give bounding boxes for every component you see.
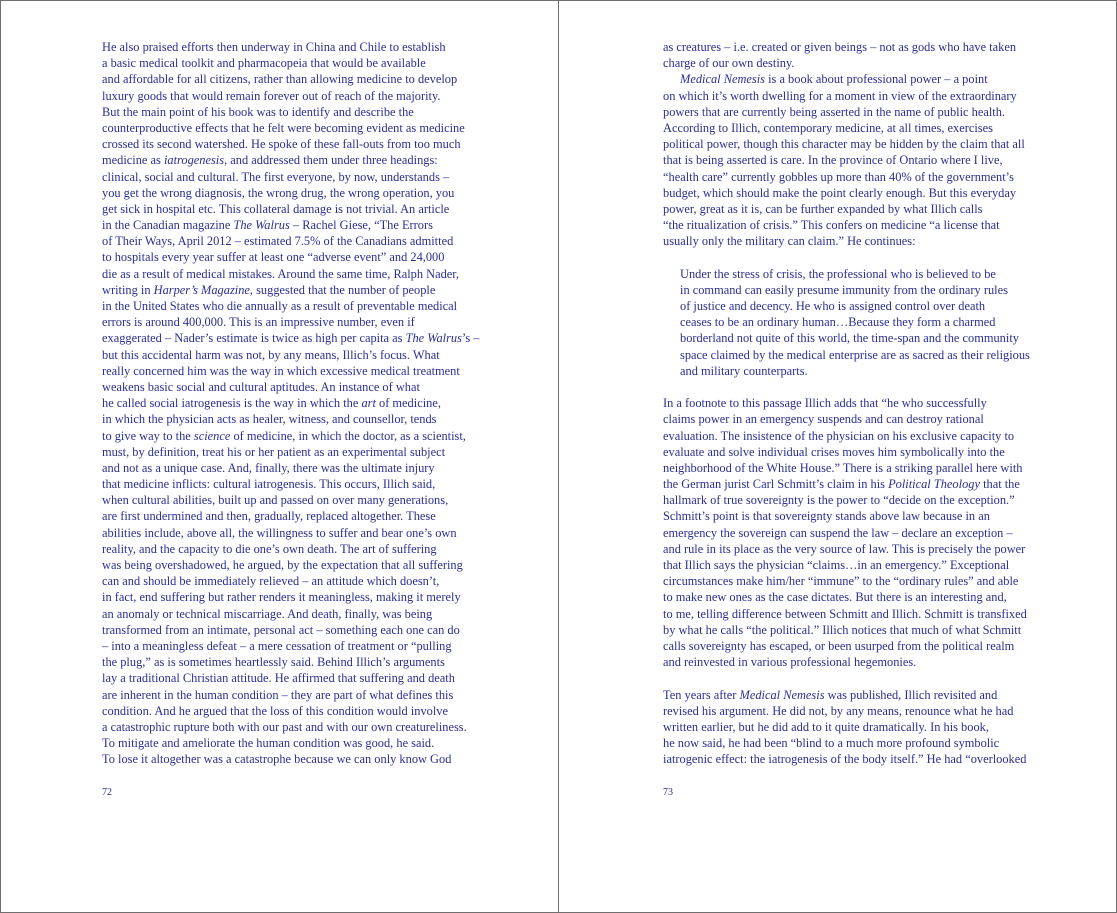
text-line: and not as a unique case. And, finally, there was the ultimate injury	[102, 460, 435, 475]
text-line: when cultural abilities, built up and passed on over many generations,	[102, 493, 449, 508]
text-line: in the United States who die annually as a result of preventable medical	[102, 299, 458, 313]
text-line: must, by definition, treat his or her patient as an experimental subject	[102, 444, 446, 459]
text-line: die as a result of medical mistakes. Around the same time, Ralph Nader,	[102, 266, 460, 281]
text-line: budget, which should make the point clearly enough. But this everyday	[663, 185, 1017, 200]
text-line: neighborhood of the White House.” There is a striking parallel here with	[663, 460, 1023, 475]
text-line: that Illich says the physician “claims…in an emergency.” Exceptional	[663, 558, 1010, 572]
text-line: to make new ones as the case dictates. But there is an interesting and,	[663, 590, 1007, 605]
text-line: According to Illich, contemporary medicine, at all times, exercises	[663, 120, 993, 135]
text-line: you get the wrong diagnosis, the wrong drug, the wrong operation, you	[102, 185, 455, 200]
text-line: revised his argument. He did not, by any means, renounce what he had	[663, 703, 1014, 718]
block-quote-line: ceases to be an ordinary human…Because they form a charmed	[680, 315, 996, 330]
text-line: evaluation. The insistence of the physician on his exclusive capacity to	[663, 428, 1015, 443]
text-line: To mitigate and ameliorate the human condition was good, he said.	[102, 736, 435, 751]
text-line: errors is around 400,000. This is an impressive number, even if	[102, 315, 415, 330]
text-line: usually only the military can claim.” He continues:	[663, 234, 916, 249]
page-number-left: 72	[102, 787, 112, 798]
block-quote-line: of justice and decency. He who is assigned control over death	[680, 299, 986, 313]
text-line: evaluate and solve individual crises moves him symbolically into the	[663, 444, 1005, 459]
text-line: To lose it altogether was a catastrophe because we can only know God	[102, 752, 452, 767]
text-line: claims power in an emergency suspends and can destroy rational	[663, 412, 984, 427]
paragraph-gap	[663, 249, 1030, 265]
text-line: powers that are currently being asserted in the name of public health.	[663, 104, 1005, 119]
text-line: the German jurist Carl Schmitt’s claim in his Political Theology that the	[663, 477, 1020, 492]
text-line: exaggerated – Nader’s estimate is twice as high per capita as The Walrus’s –	[102, 331, 480, 346]
text-line: circumstances make him/her “immune” to the “ordinary rules” and able	[663, 574, 1019, 589]
text-line: in fact, end suffering but rather renders it meaningless, making it merely	[102, 590, 461, 605]
text-line: a catastrophic rupture both with our past and with our own creatureliness.	[102, 719, 467, 734]
text-line: get sick in hospital etc. This collateral damage is not trivial. An article	[102, 201, 450, 216]
text-line: and rule in its place as the very source of law. This is precisely the power	[663, 541, 1026, 556]
text-line: “the ritualization of crisis.” This confers on medicine “a license that	[663, 218, 1000, 233]
text-line: the plug,” as is sometimes heartlessly said. Behind Illich’s arguments	[102, 655, 445, 670]
text-line: emergency the sovereign can suspend the law – declare an exception –	[663, 525, 1013, 540]
right-page	[558, 0, 1117, 913]
block-quote-line: borderland not quite of this world, the time-span and the community	[680, 331, 1019, 346]
text-line: iatrogenic effect: the iatrogenesis of the body itself.” He had “overlooked	[663, 752, 1027, 767]
text-line: that is being asserted is care. In the province of Ontario where I live,	[663, 153, 1003, 168]
text-line: that medicine inflicts: cultural iatrogenesis. This occurs, Illich said,	[102, 477, 436, 492]
block-quote-line: and military counterparts.	[680, 363, 808, 378]
text-line: can and should be immediately relieved – an attitude which doesn’t,	[102, 574, 440, 589]
text-line: are first undermined and then, gradually, replaced altogether. These	[102, 509, 436, 524]
text-line: But the main point of his book was to identify and describe the	[102, 104, 414, 119]
text-line: power, great as it is, can be further expanded by what Illich calls	[663, 201, 983, 216]
text-line: In a footnote to this passage Illich adds that “he who successfully	[663, 396, 987, 411]
text-line: luxury goods that would remain forever out of reach of the majority.	[102, 88, 441, 103]
text-line: crossed its second watershed. He spoke of these fall-outs from too much	[102, 137, 461, 152]
text-line: Medical Nemesis is a book about professional power – a point	[680, 72, 988, 87]
text-line: as creatures – i.e. created or given beings – not as gods who have taken	[663, 40, 1017, 54]
page-number-right: 73	[663, 787, 673, 798]
text-line: political power, though this character may be hidden by the claim that all	[663, 137, 1025, 152]
left-page-text	[102, 39, 480, 767]
text-line: but this accidental harm was not, by any means, Illich’s focus. What	[102, 347, 440, 362]
paragraph-gap	[663, 379, 1030, 395]
text-line: hallmark of true sovereignty is the power to “decide on the exception.”	[663, 493, 1015, 508]
text-line: and affordable for all citizens, rather than allowing medicine to develop	[102, 72, 458, 87]
text-line: abilities include, above all, the willingness to suffer and bear one’s own	[102, 525, 457, 540]
text-line: lay a traditional Christian attitude. He affirmed that suffering and death	[102, 671, 455, 686]
text-line: “health care” currently gobbles up more than 40% of the government’s	[663, 169, 1014, 184]
right-page-text	[663, 39, 1030, 767]
text-line: he called social iatrogenesis is the way in which the art of medicine,	[102, 396, 441, 411]
text-line: to me, telling difference between Schmitt and Illich. Schmitt is transfixed	[663, 606, 1027, 621]
text-line: medicine as iatrogenesis, and addressed them under three headings:	[102, 153, 438, 168]
text-line: written earlier, but he did add to it quite dramatically. In his book,	[663, 719, 989, 734]
text-line: Ten years after Medical Nemesis was published, Illich revisited and	[663, 687, 998, 702]
text-line: in which the physician acts as healer, witness, and counsellor, tends	[102, 412, 437, 427]
text-line: counterproductive effects that he felt were becoming evident as medicine	[102, 120, 465, 135]
text-line: condition. And he argued that the loss of this condition would involve	[102, 703, 448, 718]
text-line: – into a meaningless defeat – a mere cessation of treatment or “pulling	[102, 638, 452, 653]
text-line: was being overshadowed, he argued, by the expectation that all suffering	[102, 558, 463, 572]
text-line: charge of our own destiny.	[663, 56, 795, 71]
paragraph-gap	[663, 670, 1030, 686]
text-line: of Their Ways, April 2012 – estimated 7.5% of the Canadians admitted	[102, 234, 454, 249]
text-line: he now said, he had been “blind to a much more profound symbolic	[663, 736, 1000, 751]
text-line: to give way to the science of medicine, in which the doctor, as a scientist,	[102, 428, 466, 443]
text-line: calls sovereignty has escaped, or been usurped from the political realm	[663, 638, 1015, 653]
block-quote-line: space claimed by the medical enterprise are as sacred as their religious	[680, 347, 1030, 362]
text-line: clinical, social and cultural. The first everyone, by now, understands –	[102, 169, 450, 184]
text-line: are inherent in the human condition – they are part of what defines this	[102, 687, 454, 702]
text-line: a basic medical toolkit and pharmacopeia that would be available	[102, 56, 426, 71]
text-line: an anomaly or technical miscarriage. And death, finally, was being	[102, 606, 433, 621]
text-line: by what he calls “the political.” Illich notices that much of what Schmitt	[663, 622, 1022, 637]
text-line: Schmitt’s point is that sovereignty stands above law because in an	[663, 509, 990, 524]
text-line: to hospitals every year suffer at least one “adverse event” and 24,000	[102, 250, 445, 265]
block-quote-line: Under the stress of crisis, the professional who is believed to be	[680, 266, 996, 281]
text-line: weakens basic social and cultural aptitudes. An instance of what	[102, 379, 420, 394]
text-line: transformed from an intimate, personal act – something each one can do	[102, 622, 460, 637]
block-quote-line: in command can easily presume immunity from the ordinary rules	[680, 282, 1008, 297]
text-line: reality, and the capacity to die one’s own death. The art of suffering	[102, 541, 437, 556]
text-line: He also praised efforts then underway in China and Chile to establish	[102, 40, 446, 54]
text-line: writing in Harper’s Magazine, suggested that the number of people	[102, 282, 436, 297]
text-line: in the Canadian magazine The Walrus – Rachel Giese, “The Errors	[102, 218, 433, 233]
text-line: really concerned him was the way in which excessive medical treatment	[102, 363, 460, 378]
text-line: and reinvested in various professional hegemonies.	[663, 655, 917, 670]
text-line: on which it’s worth dwelling for a moment in view of the extraordinary	[663, 88, 1017, 103]
